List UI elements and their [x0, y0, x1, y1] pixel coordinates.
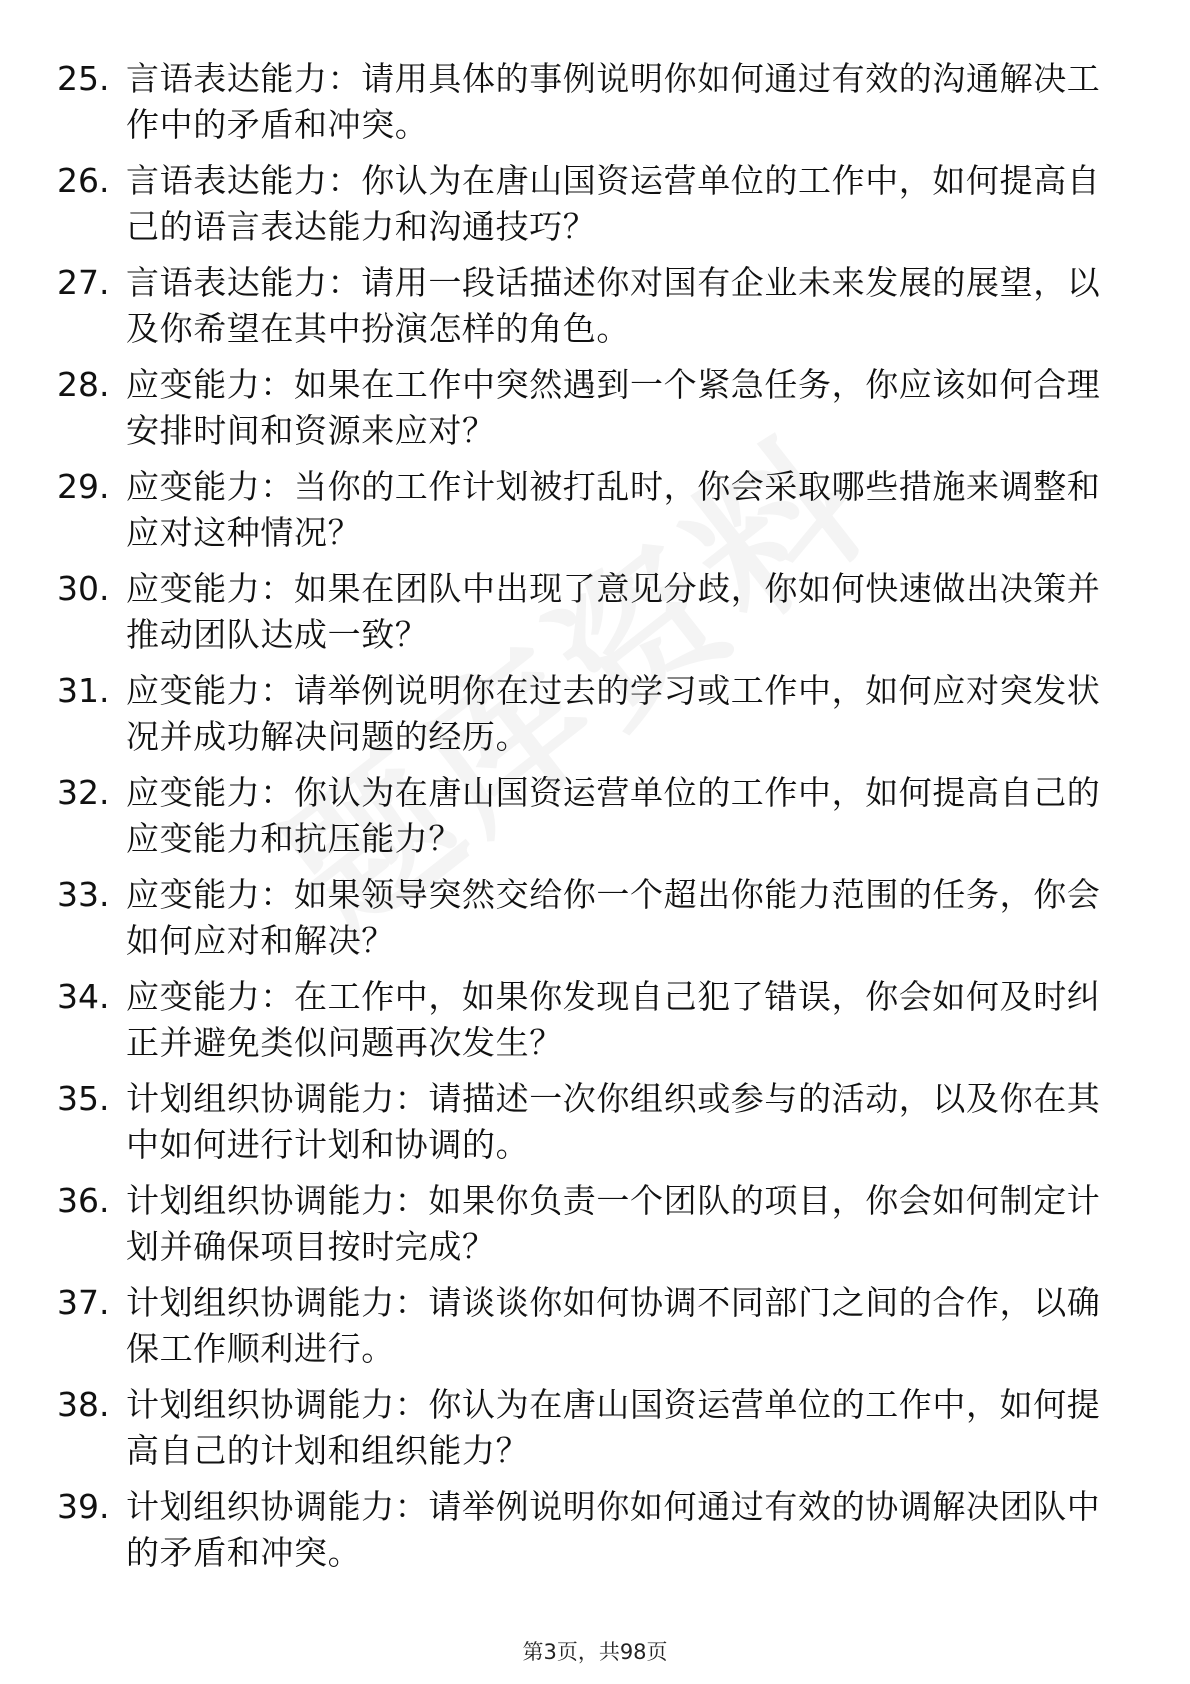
- question-number: 34.: [57, 977, 110, 1016]
- question-number: 28.: [57, 365, 110, 404]
- question-text: 言语表达能力：你认为在唐山国资运营单位的工作中，如何提高自己的语言表达能力和沟通技巧？: [126, 161, 1101, 246]
- question-text: 应变能力：请举例说明你在过去的学习或工作中，如何应对突发状况并成功解决问题的经历。: [126, 671, 1101, 756]
- question-text: 计划组织协调能力：请举例说明你如何通过有效的协调解决团队中的矛盾和冲突。: [126, 1487, 1101, 1572]
- question-item: [0, 1274, 1190, 1376]
- question-number: 32.: [57, 773, 110, 812]
- question-number: 31.: [57, 671, 110, 710]
- question-number: 33.: [57, 875, 110, 914]
- question-item: [0, 152, 1190, 254]
- question-item: [0, 866, 1190, 968]
- question-item: [0, 968, 1190, 1070]
- question-item: [0, 662, 1190, 764]
- question-text: 应变能力：当你的工作计划被打乱时，你会采取哪些措施来调整和应对这种情况？: [126, 467, 1101, 552]
- question-number: 39.: [57, 1487, 110, 1526]
- question-number: 38.: [57, 1385, 110, 1424]
- question-item: [0, 560, 1190, 662]
- question-number: 35.: [57, 1079, 110, 1118]
- question-text: 应变能力：如果在团队中出现了意见分歧，你如何快速做出决策并推动团队达成一致？: [126, 569, 1101, 654]
- question-text: 言语表达能力：请用具体的事例说明你如何通过有效的沟通解决工作中的矛盾和冲突。: [126, 59, 1101, 144]
- question-item: [0, 356, 1190, 458]
- question-number: 30.: [57, 569, 110, 608]
- question-list: [0, 50, 1190, 1580]
- question-number: 36.: [57, 1181, 110, 1220]
- question-text: 应变能力：如果领导突然交给你一个超出你能力范围的任务，你会如何应对和解决？: [126, 875, 1101, 960]
- question-text: 应变能力：如果在工作中突然遇到一个紧急任务，你应该如何合理安排时间和资源来应对？: [126, 365, 1101, 450]
- question-number: 25.: [57, 59, 110, 98]
- question-number: 29.: [57, 467, 110, 506]
- question-number: 37.: [57, 1283, 110, 1322]
- question-item: [0, 50, 1190, 152]
- question-text: 计划组织协调能力：请描述一次你组织或参与的活动，以及你在其中如何进行计划和协调的。: [126, 1079, 1101, 1164]
- question-item: [0, 1070, 1190, 1172]
- question-text: 应变能力：在工作中，如果你发现自己犯了错误，你会如何及时纠正并避免类似问题再次发生？: [126, 977, 1101, 1062]
- question-item: [0, 1172, 1190, 1274]
- page-footer: 第3页，共98页: [522, 1640, 668, 1664]
- question-item: [0, 1376, 1190, 1478]
- question-text: 计划组织协调能力：你认为在唐山国资运营单位的工作中，如何提高自己的计划和组织能力？: [126, 1385, 1101, 1470]
- question-item: [0, 458, 1190, 560]
- question-item: [0, 254, 1190, 356]
- question-text: 计划组织协调能力：请谈谈你如何协调不同部门之间的合作，以确保工作顺利进行。: [126, 1283, 1101, 1368]
- question-item: [0, 764, 1190, 866]
- question-number: 26.: [57, 161, 110, 200]
- question-text: 计划组织协调能力：如果你负责一个团队的项目，你会如何制定计划并确保项目按时完成？: [126, 1181, 1101, 1266]
- question-item: [0, 1478, 1190, 1580]
- question-text: 言语表达能力：请用一段话描述你对国有企业未来发展的展望，以及你希望在其中扮演怎样的角色。: [126, 263, 1101, 348]
- question-text: 应变能力：你认为在唐山国资运营单位的工作中，如何提高自己的应变能力和抗压能力？: [126, 773, 1101, 858]
- question-number: 27.: [57, 263, 110, 302]
